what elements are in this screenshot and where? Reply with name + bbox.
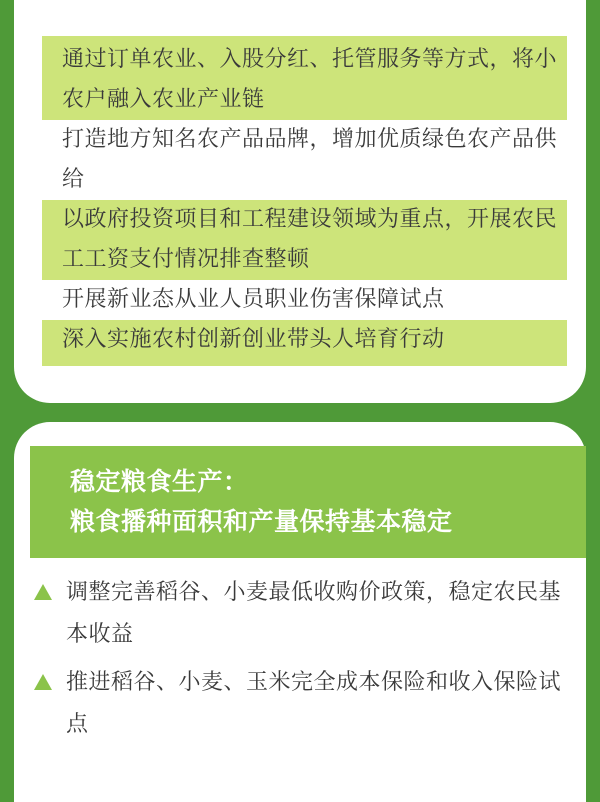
triangle-icon: [34, 584, 52, 600]
list-item: 深入实施农村创新创业带头人培育行动: [62, 327, 445, 352]
policy-card-top: [14, 0, 586, 403]
bullet-text: 推进稻谷、小麦、玉米完全成本保险和收入保险试点: [66, 670, 562, 737]
section-title: 稳定粮食生产：: [70, 467, 249, 496]
list-item: 开展新业态从业人员职业伤害保障试点: [42, 280, 571, 320]
section-header: [30, 446, 586, 558]
policy-list: [42, 36, 567, 366]
policy-card-bottom: [14, 422, 586, 802]
section-subtitle: 粮食播种面积和产量保持基本稳定: [70, 507, 453, 536]
bullet-item: [32, 572, 572, 656]
bullet-item: [32, 662, 572, 746]
triangle-icon: [34, 674, 52, 690]
list-item: 打造地方知名农产品品牌，增加优质绿色农产品供给: [42, 120, 571, 200]
bullet-list: [32, 572, 572, 752]
bullet-text: 调整完善稻谷、小麦最低收购价政策，稳定农民基本收益: [66, 580, 562, 647]
list-item: 通过订单农业、入股分红、托管服务等方式，将小农户融入农业产业链: [62, 47, 558, 112]
list-item: 以政府投资项目和工程建设领域为重点，开展农民工工资支付情况排查整顿: [62, 207, 558, 272]
